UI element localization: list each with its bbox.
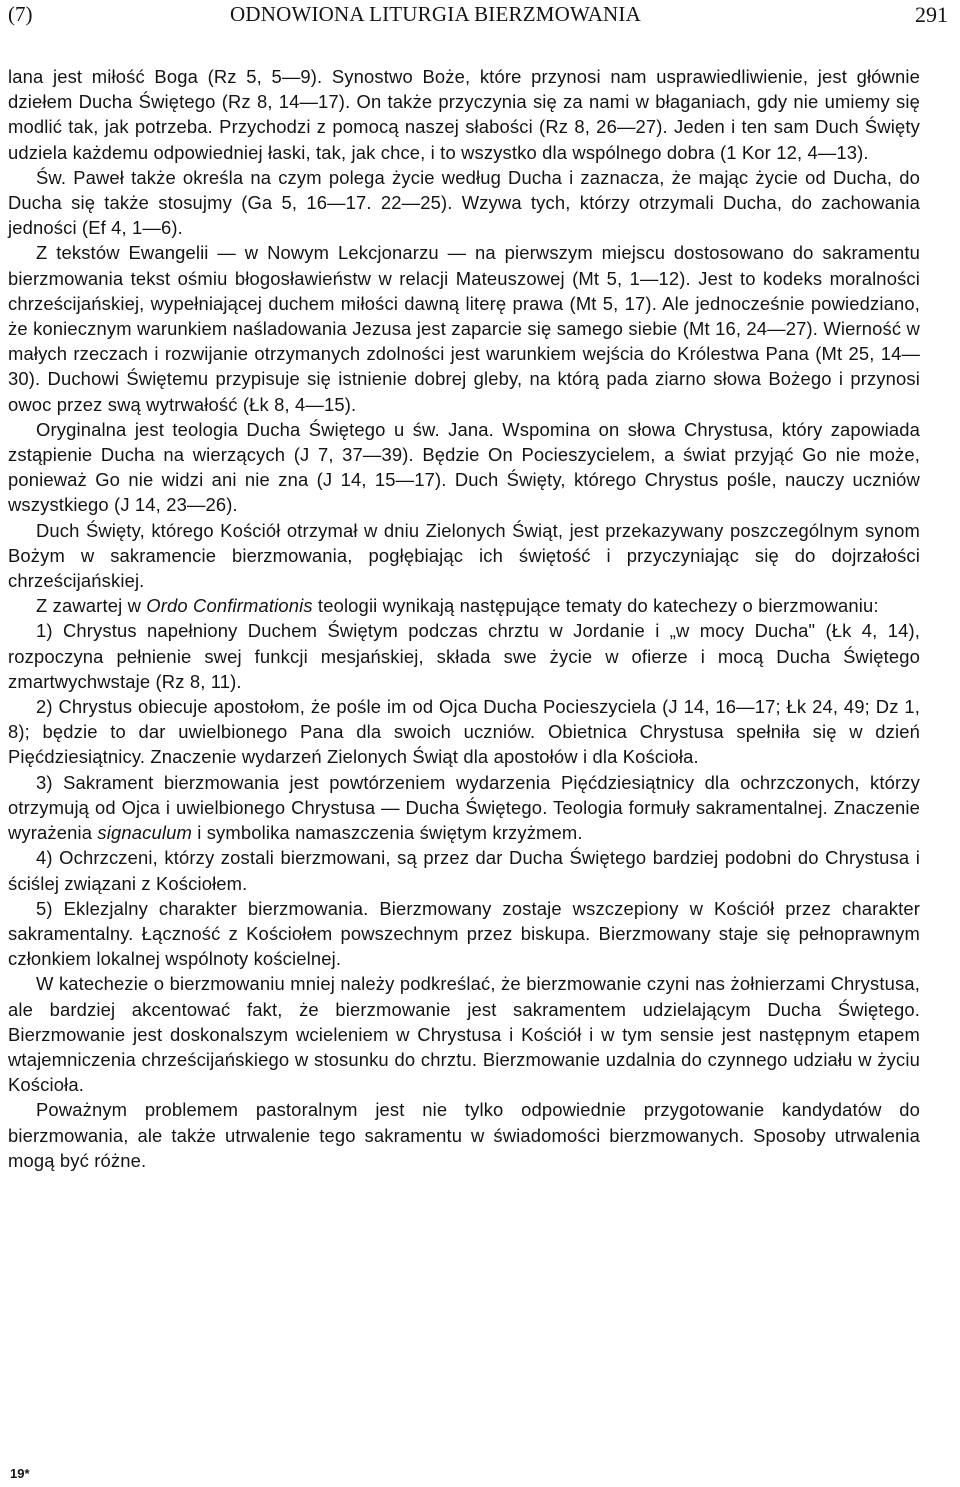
paragraph: Oryginalna jest teologia Ducha Świętego u św. Jana. Wspomina on słowa Chrystusa, który zapowiada zstąpienie Ducha na wierzących (J 7, 37—39). Będzie On Pocieszycielem, a świat przyjąć Go nie może, ponieważ Go nie widzi ani nie zna (J 14, 15—17). Duch Święty, którego Chrystus pośle, nauczy uczniów wszystkiego (J 14, 23—26). [8,418,920,516]
paragraph: Z tekstów Ewangelii — w Nowym Lekcjonarzu — na pierwszym miejscu dostosowano do sakramentu bierzmowania tekst ośmiu błogosławieństw w relacji Mateuszowej (Mt 5, 1—12). Jest to kodeks moralności chrześcijańskiej, wypełniającej duchem miłości dawną literę prawa (Mt 5, 17). Ale jednocześnie powiedziano, że koniecznym warunkiem naśladowania Jezusa jest zaparcie się samego siebie (Mt 16, 24—27). Wierność w małych rzeczach i rozwijanie otrzymanych zdolności jest warunkiem wejścia do Królestwa Pana (Mt 25, 14—30). Duchowi Świętemu przypisuje się istnienie dobrej gleby, na którą pada ziarno słowa Bożego i przynosi owoc przez swą wytrwałość (Łk 8, 4—15). [8,242,920,415]
paragraph: Duch Święty, którego Kościół otrzymał w dniu Zielonych Świąt, jest przekazywany poszczególnym synom Bożym w sakramencie bierzmowania, pogłębiając ich świętość i przyczyniając się do dojrzałości chrześcijańskiej. [8,519,920,592]
paragraph: 1) Chrystus napełniony Duchem Świętym podczas chrztu w Jordanie i „w mocy Ducha" (Łk 4, 14), rozpoczyna pełnienie swej funkcji mesjańskiej, składa swe życie w ofierze i mocą Ducha Świętego zmartwychwstaje (Rz 8, 11). [8,620,920,692]
paragraph: W katechezie o bierzmowaniu mniej należy podkreślać, że bierzmowanie czyni nas żołnierzami Chrystusa, ale bardziej akcentować fakt, że bierzmowanie jest sakramentem udzielającym Ducha Świętego. Bierzmowanie jest doskonalszym wcieleniem w Chrystusa i Kościół i w tym sensie jest następnym etapem wtajemniczenia chrześcijańskiego w stosunku do chrztu. Bierzmowanie uzdalnia do czynnego udziału w życiu Kościoła. [8,973,920,1096]
paragraph: lana jest miłość Boga (Rz 5, 5—9). Synostwo Boże, które przynosi nam usprawiedliwienie, jest głównie dziełem Ducha Świętego (Rz 8, 14—17). On także przyczynia się za nami w błaganiach, gdy nie umiemy się modlić tak, jak potrzeba. Przychodzi z pomocą naszej słabości (Rz 8, 26—27). Jeden i ten sam Duch Święty udziela każdemu odpowiedniej łaski, tak, jak chce, i to wszystko dla wspólnego dobra (1 Kor 12, 4—13). [8,66,920,163]
body-text [8,64,920,1173]
paragraph: 4) Ochrzczeni, którzy zostali bierzmowani, są przez dar Ducha Świętego bardziej podobni do Chrystusa i ściślej związani z Kościołem. [8,847,920,894]
page-number: 291 [915,2,948,27]
paragraph: Z zawartej w Ordo Confirmationis teologii wynikają następujące tematy do katechezy o bierzmowaniu: [36,595,879,617]
paragraph: Poważnym problemem pastoralnym jest nie tylko odpowiednie przygotowanie kandydatów do bierzmowania, ale także utrwalenie tego sakramentu w świadomości bierzmowanych. Sposoby utrwalenia mogą być różne. [8,1099,920,1171]
signature-mark: 19* [10,1466,30,1481]
paragraph: 3) Sakrament bierzmowania jest powtórzeniem wydarzenia Pięćdziesiątnicy dla ochrzczonych, którzy otrzymują od Ojca i uwielbionego Chrystusa — Ducha Świętego. Teologia formuły sakramentalnej. Znaczenie wyrażenia signaculum i symbolika namaszczenia świętym krzyżmem. [8,771,920,844]
chapter-number: (7) [8,2,33,26]
running-header [8,2,950,32]
paragraph: Św. Paweł także określa na czym polega życie według Ducha i zaznacza, że mając życie od Ducha, do Ducha się także stosujmy (Ga 5, 16—17. 22—25). Wzywa tych, którzy otrzymali Ducha, do zachowania jedności (Ef 4, 1—6). [8,166,920,239]
running-title: ODNOWIONA LITURGIA BIERZMOWANIA [230,2,641,26]
paragraph: 2) Chrystus obiecuje apostołom, że pośle im od Ojca Ducha Pocieszyciela (J 14, 16—17; Łk 24, 49; Dz 1, 8); będzie to dar uwielbionego Pana dla swoich uczniów. Obietnica Chrystusa spełniła się w dzień Pięćdziesiątnicy. Znaczenie wydarzeń Zielonych Świąt dla apostołów i dla Kościoła. [8,696,920,768]
paragraph: 5) Eklezjalny charakter bierzmowania. Bierzmowany zostaje wszczepiony w Kościół przez charakter sakramentalny. Łączność z Kościołem powszechnym przez biskupa. Bierzmowany staje się pełnoprawnym członkiem lokalnej wspólnoty kościelnej. [8,897,920,970]
